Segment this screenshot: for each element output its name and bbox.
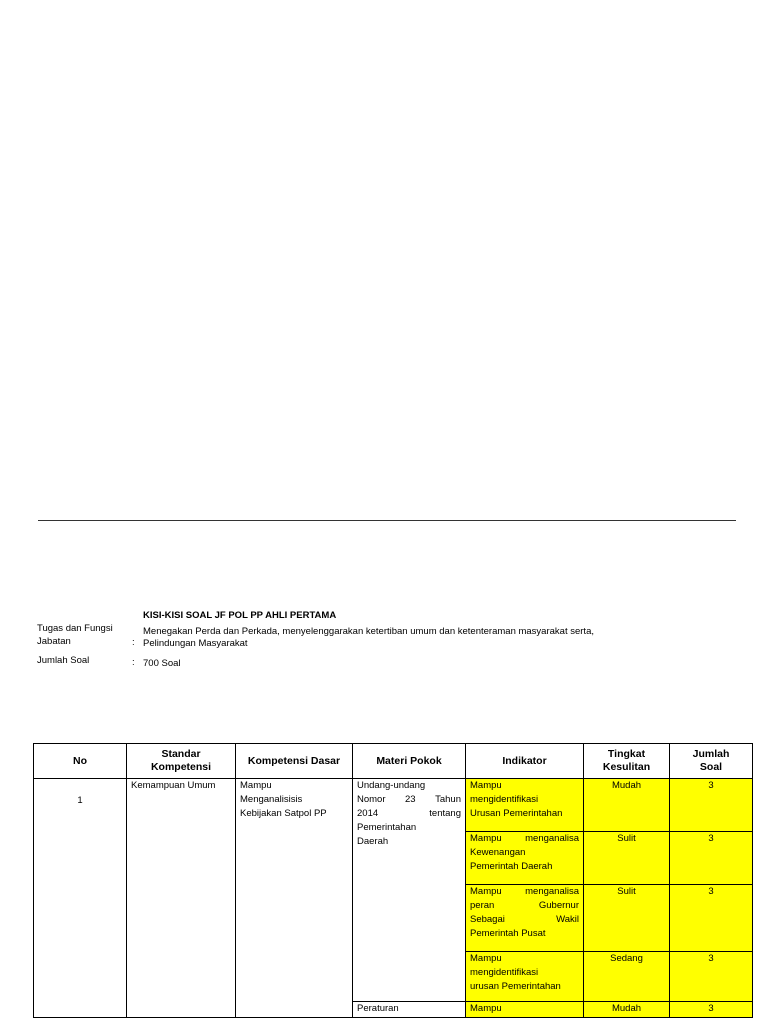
- header-tingkat-kesulitan: Tingkat Kesulitan: [584, 744, 670, 779]
- document-title: KISI-KISI SOAL JF POL PP AHLI PERTAMA: [143, 610, 337, 621]
- table-header-row: [34, 744, 753, 779]
- cell-indikator-2: Mampu menganalisa Kewenangan Pemerintah Daerah: [466, 832, 584, 885]
- cell-standar-kompetensi: Kemampuan Umum: [127, 779, 236, 1018]
- table-row: [34, 779, 753, 832]
- cell-kompetensi-dasar: Mampu Menganalisisis Kebijakan Satpol PP: [236, 779, 353, 1018]
- cell-jumlah-3: 3: [670, 885, 753, 952]
- header-indikator: Indikator: [466, 744, 584, 779]
- header-kompetensi-dasar: Kompetensi Dasar: [236, 744, 353, 779]
- cell-no: 1: [34, 779, 127, 1018]
- cell-tingkat-4: Sedang: [584, 952, 670, 1002]
- header-jumlah-soal: Jumlah Soal: [670, 744, 753, 779]
- cell-indikator-3: Mampu menganalisa peran Gubernur Sebagai Wakil Pemerintah Pusat: [466, 885, 584, 952]
- cell-tingkat-3: Sulit: [584, 885, 670, 952]
- cell-jumlah-1: 3: [670, 779, 753, 832]
- cell-indikator-4: Mampu mengidentifikasi urusan Pemerintahan: [466, 952, 584, 1002]
- tugas-value-line2: Pelindungan Masyarakat: [143, 638, 248, 649]
- cell-indikator-1: Mampu mengidentifikasi Urusan Pemerintahan: [466, 779, 584, 832]
- jumlah-soal-colon: :: [132, 657, 135, 668]
- cell-materi-pokok-2: Peraturan: [353, 1002, 466, 1018]
- tugas-colon: :: [132, 637, 135, 648]
- kisi-kisi-table: [33, 743, 753, 1018]
- header-no: No: [34, 744, 127, 779]
- header-materi-pokok: Materi Pokok: [353, 744, 466, 779]
- cell-jumlah-4: 3: [670, 952, 753, 1002]
- horizontal-divider: [38, 520, 736, 521]
- cell-tingkat-2: Sulit: [584, 832, 670, 885]
- tugas-label-line2: Jabatan: [37, 636, 71, 647]
- cell-jumlah-5: 3: [670, 1002, 753, 1018]
- header-standar-kompetensi: Standar Kompetensi: [127, 744, 236, 779]
- jumlah-soal-label: Jumlah Soal: [37, 655, 90, 666]
- cell-tingkat-1: Mudah: [584, 779, 670, 832]
- cell-indikator-5: Mampu: [466, 1002, 584, 1018]
- cell-jumlah-2: 3: [670, 832, 753, 885]
- cell-tingkat-5: Mudah: [584, 1002, 670, 1018]
- jumlah-soal-value: 700 Soal: [143, 658, 181, 669]
- tugas-value-line1: Menegakan Perda dan Perkada, menyelenggarakan ketertiban umum dan ketenteraman masyarakat serta,: [143, 626, 594, 637]
- tugas-label-line1: Tugas dan Fungsi: [37, 623, 113, 634]
- cell-materi-pokok-1: Undang-undang Nomor 23 Tahun 2014 tentang Pemerintahan Daerah: [353, 779, 466, 1002]
